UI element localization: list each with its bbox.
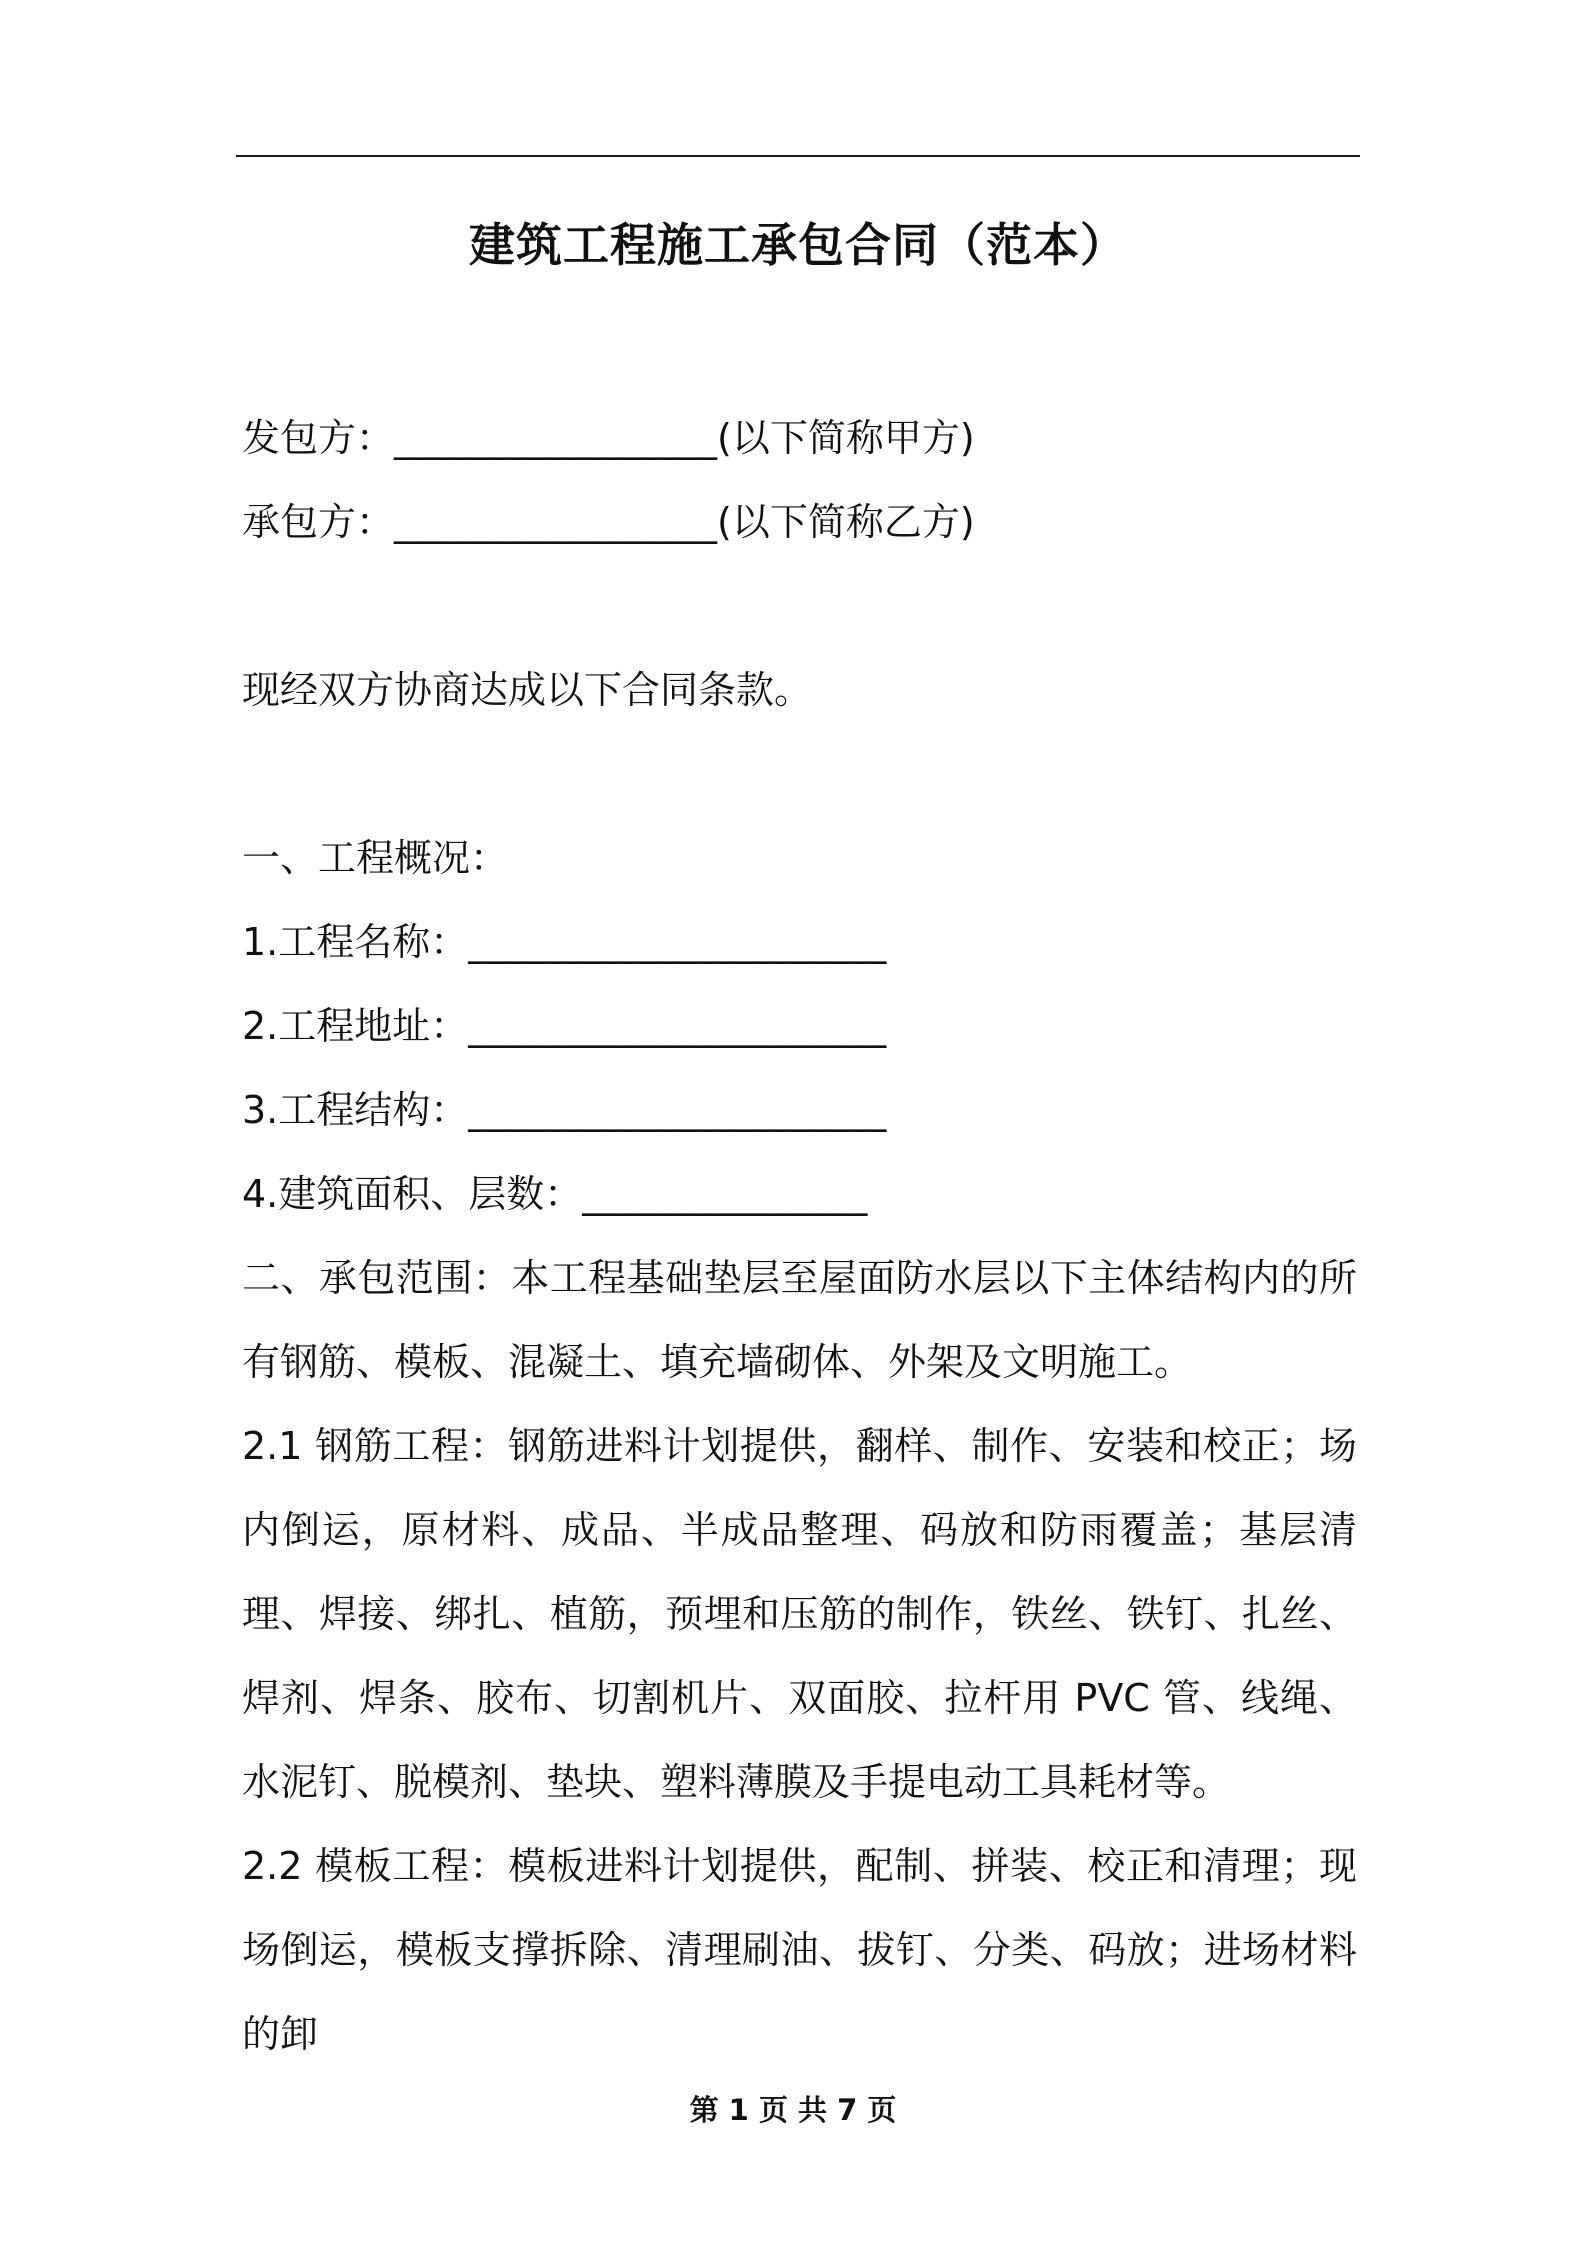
section-1-heading: 一、工程概况： — [242, 836, 509, 880]
party-contractor: 承包方：_________________(以下简称乙方) — [242, 500, 975, 544]
project-name-field: 1.工程名称：______________________ — [242, 920, 887, 964]
clause-2-2-formwork: 2.2 模板工程：模板进料计划提供，配制、拼装、校正和清理；现场倒运，模板支撑拆除、清理刷油、拔钉、分类、码放；进场材料的卸 — [242, 1844, 1357, 2056]
project-structure-field: 3.工程结构：______________________ — [242, 1088, 887, 1132]
floor-area-field: 4.建筑面积、层数：_______________ — [242, 1172, 868, 1216]
document-title: 建筑工程施工承包合同（范本） — [469, 218, 1127, 272]
party-employer: 发包方：_________________(以下简称甲方) — [242, 416, 975, 460]
page-number: 第 1 页 共 7 页 — [689, 2093, 897, 2127]
clause-2-1-rebar: 2.1 钢筋工程：钢筋进料计划提供，翻样、制作、安装和校正；场内倒运，原材料、成品、半成品整理、码放和防雨覆盖；基层清理、焊接、绑扎、植筋，预埋和压筋的制作，铁丝、铁钉、扎丝、焊剂、焊条、胶布、切割机片、双面胶、拉杆用 PVC 管、线绳、水泥钉、脱模剂、垫块、塑料薄膜及手提电动工具耗材等。 — [242, 1424, 1357, 1804]
header-rule — [236, 155, 1360, 157]
project-address-field: 2.工程地址：______________________ — [242, 1004, 887, 1048]
scope-paragraph: 二、承包范围：本工程基础垫层至屋面防水层以下主体结构内的所有钢筋、模板、混凝土、填充墙砌体、外架及文明施工。 — [242, 1256, 1357, 1384]
preamble: 现经双方协商达成以下合同条款。 — [242, 668, 813, 712]
